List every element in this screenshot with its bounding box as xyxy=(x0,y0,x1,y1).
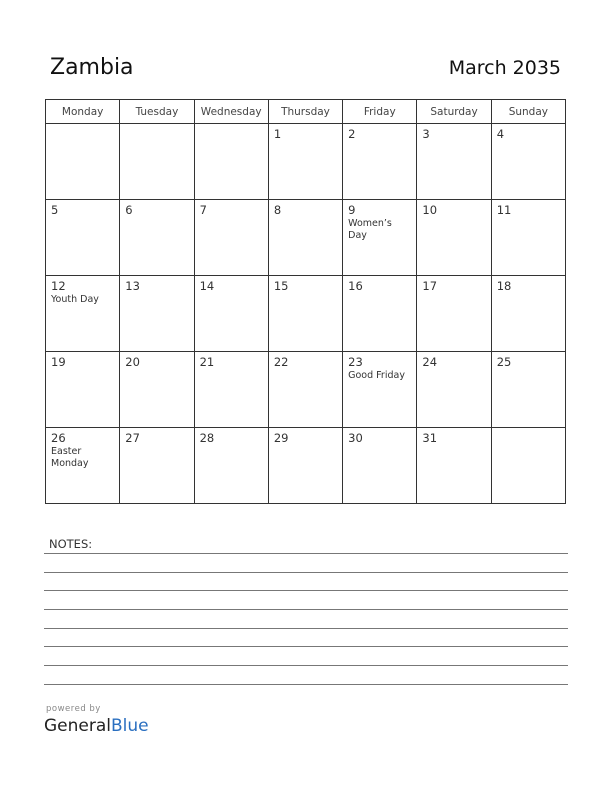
day-number: 22 xyxy=(273,355,289,369)
day-cell xyxy=(120,352,194,428)
notes-line xyxy=(44,553,568,554)
day-number: 9 xyxy=(348,203,356,217)
day-cell xyxy=(194,276,268,352)
day-number: 25 xyxy=(496,355,512,369)
day-number: 12 xyxy=(51,279,66,293)
day-cell xyxy=(268,124,342,200)
day-number: 31 xyxy=(422,431,438,445)
notes-line xyxy=(44,572,568,573)
day-number: 20 xyxy=(125,355,140,369)
day-cell xyxy=(268,352,342,428)
day-number: 29 xyxy=(273,431,289,445)
day-cell xyxy=(491,200,565,276)
day-cell xyxy=(268,200,342,276)
day-number: 16 xyxy=(348,279,363,293)
day-cell xyxy=(417,276,491,352)
holiday-label: Easter Monday xyxy=(51,446,89,469)
day-number: 14 xyxy=(199,279,215,293)
day-number: 21 xyxy=(199,355,215,369)
day-cell xyxy=(417,200,491,276)
generalblue-logo xyxy=(44,716,149,736)
week-row xyxy=(46,124,566,200)
day-cell xyxy=(491,124,565,200)
notes-line xyxy=(44,628,568,629)
day-number: 17 xyxy=(422,279,438,293)
day-cell xyxy=(268,276,342,352)
week-row xyxy=(46,200,566,276)
day-cell xyxy=(46,276,120,352)
weekday-sunday: Sunday xyxy=(491,100,565,124)
day-cell xyxy=(417,124,491,200)
day-number: 7 xyxy=(199,203,207,217)
holiday-label: Good Friday xyxy=(348,370,405,381)
brand-blue: Blue xyxy=(111,716,149,736)
weekday-header-row xyxy=(46,100,566,124)
weekday-saturday: Saturday xyxy=(417,100,491,124)
day-cell xyxy=(491,352,565,428)
day-number xyxy=(125,126,188,127)
day-number: 2 xyxy=(348,127,356,141)
week-row xyxy=(46,428,566,504)
day-cell xyxy=(120,428,194,504)
day-number: 30 xyxy=(348,431,363,445)
day-cell xyxy=(120,276,194,352)
day-cell xyxy=(417,352,491,428)
day-cell xyxy=(46,352,120,428)
notes-label: NOTES: xyxy=(49,537,93,551)
day-number: 28 xyxy=(199,431,215,445)
day-cell xyxy=(46,124,120,200)
day-number: 4 xyxy=(496,127,505,141)
day-number xyxy=(497,430,560,431)
day-cell xyxy=(343,352,417,428)
calendar-grid xyxy=(45,99,566,504)
notes-line xyxy=(44,684,568,685)
holiday-label: Youth Day xyxy=(51,294,99,305)
day-number: 24 xyxy=(422,355,438,369)
brand-general: General xyxy=(44,716,111,736)
holiday-label: Women’s Day xyxy=(348,218,392,241)
day-cell xyxy=(46,428,120,504)
day-number: 15 xyxy=(273,279,289,293)
powered-by-text: powered by xyxy=(46,704,101,714)
weekday-friday: Friday xyxy=(343,100,417,124)
day-cell xyxy=(343,428,417,504)
day-cell xyxy=(120,124,194,200)
day-cell xyxy=(268,428,342,504)
day-cell xyxy=(343,200,417,276)
day-number: 3 xyxy=(422,127,430,141)
weekday-tuesday: Tuesday xyxy=(120,100,194,124)
day-number: 18 xyxy=(496,279,512,293)
weekday-monday: Monday xyxy=(46,100,120,124)
day-number: 6 xyxy=(125,203,133,217)
day-cell xyxy=(194,428,268,504)
day-cell xyxy=(194,124,268,200)
day-number: 8 xyxy=(273,203,282,217)
day-number: 26 xyxy=(51,431,66,445)
day-number: 11 xyxy=(496,203,512,217)
day-number xyxy=(200,126,263,127)
day-number: 19 xyxy=(51,355,66,369)
week-row xyxy=(46,352,566,428)
day-cell xyxy=(343,276,417,352)
notes-line xyxy=(44,590,568,591)
day-cell xyxy=(46,200,120,276)
day-number: 13 xyxy=(125,279,140,293)
month-title: March 2035 xyxy=(448,57,561,79)
day-cell xyxy=(343,124,417,200)
day-cell xyxy=(491,276,565,352)
day-cell xyxy=(417,428,491,504)
weekday-wednesday: Wednesday xyxy=(194,100,268,124)
week-row xyxy=(46,276,566,352)
day-cell xyxy=(120,200,194,276)
country-title: Zambia xyxy=(50,55,134,80)
notes-line xyxy=(44,646,568,647)
notes-line xyxy=(44,609,568,610)
day-number: 23 xyxy=(348,355,363,369)
weekday-thursday: Thursday xyxy=(268,100,342,124)
day-number: 1 xyxy=(273,127,282,141)
day-cell xyxy=(194,352,268,428)
notes-line xyxy=(44,665,568,666)
day-number: 27 xyxy=(125,431,140,445)
day-number xyxy=(51,126,114,127)
day-number: 5 xyxy=(51,203,59,217)
day-number: 10 xyxy=(422,203,438,217)
day-cell xyxy=(491,428,565,504)
day-cell xyxy=(194,200,268,276)
